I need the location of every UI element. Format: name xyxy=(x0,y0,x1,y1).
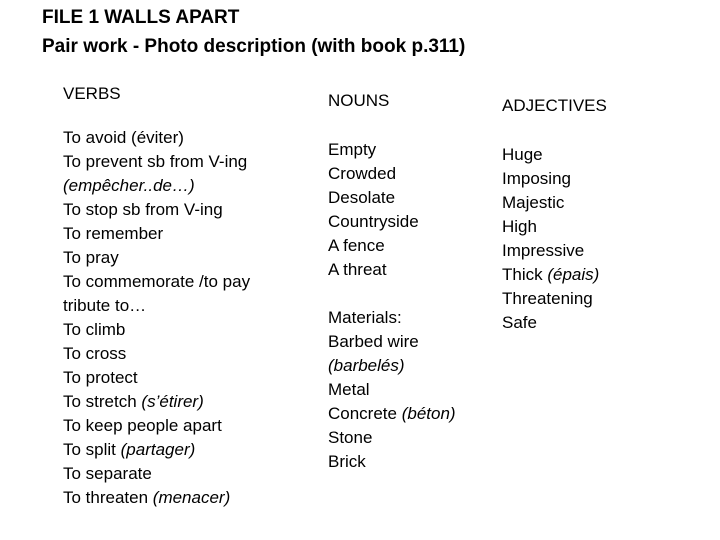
word-text: To stretch xyxy=(63,392,142,411)
word-text: To climb xyxy=(63,320,126,339)
word-text: To separate xyxy=(63,464,152,483)
word-text: Metal xyxy=(328,380,370,399)
adjectives-heading: ADJECTIVES xyxy=(502,96,607,115)
word-translation: (barbelés) xyxy=(328,356,405,375)
word-text: To split xyxy=(63,440,121,459)
word-translation: (épais) xyxy=(547,265,600,284)
word-item xyxy=(63,390,250,414)
word-text: To keep people apart xyxy=(63,416,222,435)
word-item xyxy=(63,294,250,318)
word-item xyxy=(328,162,456,186)
word-item xyxy=(328,210,456,234)
word-text: To avoid (éviter) xyxy=(63,128,184,147)
word-item xyxy=(328,378,456,402)
word-text: Barbed wire xyxy=(328,332,419,351)
word-item xyxy=(63,246,250,270)
word-text: Desolate xyxy=(328,188,396,207)
word-item xyxy=(502,311,607,335)
word-item xyxy=(328,258,456,282)
verbs-column xyxy=(63,82,250,510)
word-item xyxy=(328,330,456,354)
word-item xyxy=(328,186,456,210)
word-item xyxy=(63,126,250,150)
word-item xyxy=(502,263,607,287)
word-text: To commemorate /to pay xyxy=(63,272,251,291)
word-text: To remember xyxy=(63,224,164,243)
word-item xyxy=(502,215,607,239)
word-item xyxy=(63,270,250,294)
word-text: Countryside xyxy=(328,212,419,231)
word-item xyxy=(328,138,456,162)
word-item xyxy=(63,342,250,366)
nouns-column xyxy=(328,89,456,474)
word-text: Majestic xyxy=(502,193,565,212)
word-item xyxy=(63,174,250,198)
nouns-list xyxy=(328,138,456,282)
word-text: Empty xyxy=(328,140,377,159)
word-translation: (empêcher..de…) xyxy=(63,176,195,195)
document-title: FILE 1 WALLS APART xyxy=(42,7,240,28)
word-text: High xyxy=(502,217,537,236)
adjectives-list xyxy=(502,143,607,335)
word-text: A fence xyxy=(328,236,385,255)
word-item xyxy=(502,239,607,263)
word-text: To pray xyxy=(63,248,119,267)
word-item xyxy=(502,287,607,311)
word-text: A threat xyxy=(328,260,387,279)
word-item xyxy=(502,167,607,191)
word-text: To protect xyxy=(63,368,138,387)
word-text: Safe xyxy=(502,313,537,332)
word-item xyxy=(63,366,250,390)
word-translation: (menacer) xyxy=(152,488,231,507)
nouns-heading: NOUNS xyxy=(328,91,390,110)
document-subtitle: Pair work - Photo description (with book p.311) xyxy=(42,36,466,57)
materials-list xyxy=(328,306,456,474)
word-text: To threaten xyxy=(63,488,153,507)
word-item xyxy=(63,414,250,438)
adjectives-column xyxy=(502,94,607,335)
word-item xyxy=(328,450,456,474)
word-text: Crowded xyxy=(328,164,397,183)
verbs-list xyxy=(63,126,250,510)
word-text: Brick xyxy=(328,452,366,471)
word-translation: (s’étirer) xyxy=(141,392,204,411)
word-text: Materials: xyxy=(328,308,402,327)
word-item xyxy=(328,234,456,258)
verbs-heading: VERBS xyxy=(63,84,121,103)
word-text: Thick xyxy=(502,265,548,284)
word-text: Imposing xyxy=(502,169,571,188)
word-item xyxy=(502,143,607,167)
word-translation: (partager) xyxy=(120,440,196,459)
word-item xyxy=(63,462,250,486)
word-item xyxy=(328,354,456,378)
word-translation: (béton) xyxy=(401,404,456,423)
word-text: tribute to… xyxy=(63,296,147,315)
word-item xyxy=(63,150,250,174)
word-item xyxy=(63,438,250,462)
word-text: Stone xyxy=(328,428,373,447)
word-text: Threatening xyxy=(502,289,593,308)
word-text: Impressive xyxy=(502,241,585,260)
word-item xyxy=(328,426,456,450)
word-text: To cross xyxy=(63,344,127,363)
word-item xyxy=(63,486,250,510)
word-text: Huge xyxy=(502,145,543,164)
word-item xyxy=(63,222,250,246)
word-text: To stop sb from V-ing xyxy=(63,200,223,219)
word-text: Concrete xyxy=(328,404,402,423)
word-item xyxy=(63,318,250,342)
word-text: To prevent sb from V-ing xyxy=(63,152,248,171)
word-item xyxy=(328,402,456,426)
word-item xyxy=(502,191,607,215)
word-item xyxy=(328,306,456,330)
word-item xyxy=(63,198,250,222)
